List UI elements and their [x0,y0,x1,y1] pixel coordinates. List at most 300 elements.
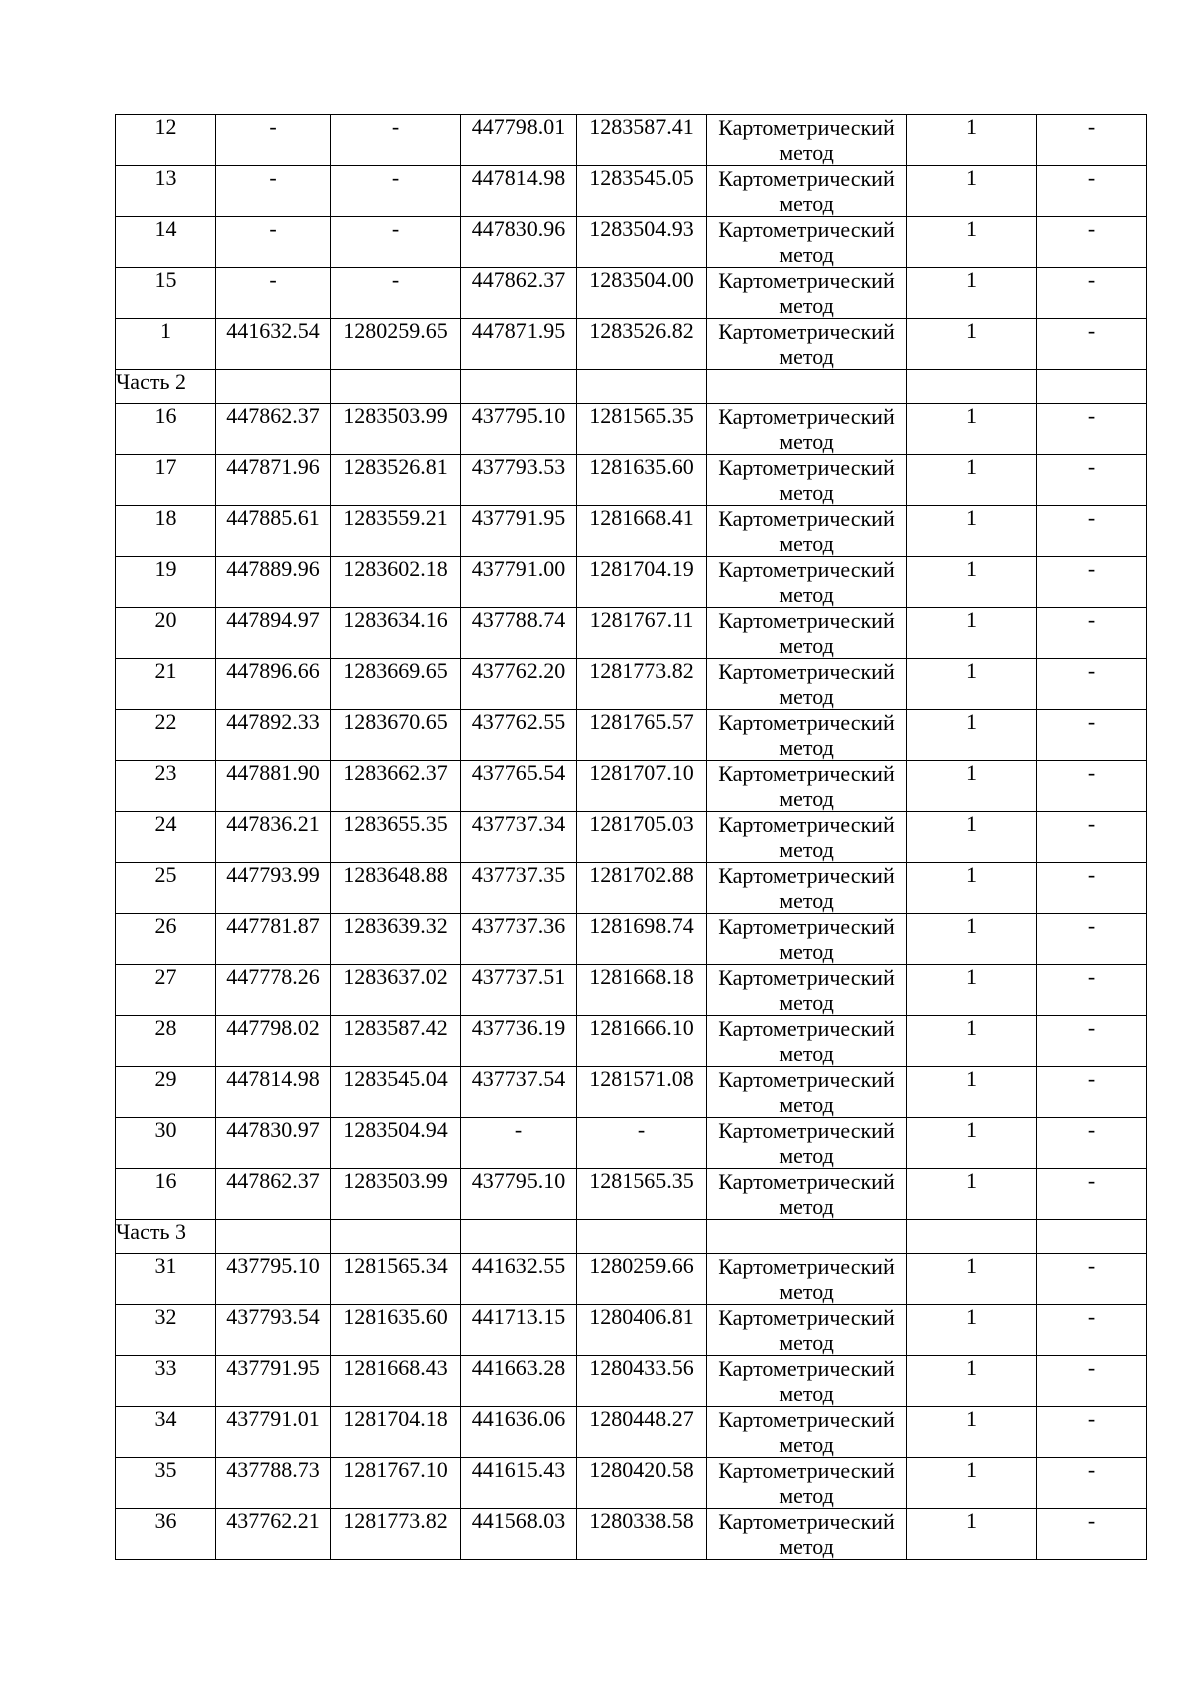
old-y-cell: 1283662.37 [331,761,461,812]
point-number-cell: 34 [116,1407,216,1458]
accuracy-cell: 1 [907,268,1037,319]
table-row [116,761,1147,812]
coordinates-table [115,114,1147,1560]
new-y-cell: 1281668.41 [577,506,707,557]
point-number-cell: 20 [116,608,216,659]
method-line-2: метод [779,1143,834,1168]
new-x-cell: 441636.06 [461,1407,577,1458]
new-x-cell: 437737.54 [461,1067,577,1118]
empty-cell [577,1220,707,1254]
table-row [116,319,1147,370]
point-number-cell: 32 [116,1305,216,1356]
accuracy-cell: 1 [907,965,1037,1016]
method-line-1: Картометрический [718,1254,895,1279]
note-cell: - [1037,608,1147,659]
old-x-cell: 437795.10 [216,1254,331,1305]
old-y-cell: 1281773.82 [331,1509,461,1560]
accuracy-cell: 1 [907,1067,1037,1118]
method-cell [707,1458,907,1509]
new-y-cell: 1280338.58 [577,1509,707,1560]
note-cell: - [1037,115,1147,166]
note-cell: - [1037,319,1147,370]
new-x-cell: 437762.20 [461,659,577,710]
accuracy-cell: 1 [907,1118,1037,1169]
new-y-cell: 1281565.35 [577,404,707,455]
old-x-cell: - [216,217,331,268]
new-x-cell: 447862.37 [461,268,577,319]
note-cell: - [1037,1305,1147,1356]
new-x-cell: - [461,1118,577,1169]
method-cell [707,710,907,761]
old-x-cell: 447892.33 [216,710,331,761]
new-x-cell: 437737.51 [461,965,577,1016]
old-y-cell: - [331,217,461,268]
table-row [116,1016,1147,1067]
method-line-1: Картометрический [718,1407,895,1432]
method-line-2: метод [779,888,834,913]
method-cell [707,608,907,659]
point-number-cell: 33 [116,1356,216,1407]
method-line-1: Картометрический [718,115,895,140]
new-x-cell: 441568.03 [461,1509,577,1560]
method-line-1: Картометрический [718,1067,895,1092]
old-y-cell: 1283526.81 [331,455,461,506]
accuracy-cell: 1 [907,166,1037,217]
old-x-cell: 437788.73 [216,1458,331,1509]
point-number-cell: 15 [116,268,216,319]
new-x-cell: 437765.54 [461,761,577,812]
accuracy-cell: 1 [907,710,1037,761]
new-x-cell: 447798.01 [461,115,577,166]
note-cell: - [1037,914,1147,965]
note-cell: - [1037,863,1147,914]
new-y-cell: 1280420.58 [577,1458,707,1509]
old-y-cell: 1281635.60 [331,1305,461,1356]
method-line-2: метод [779,191,834,216]
accuracy-cell: 1 [907,404,1037,455]
old-y-cell: 1283655.35 [331,812,461,863]
method-line-1: Картометрический [718,557,895,582]
note-cell: - [1037,557,1147,608]
new-y-cell: 1281765.57 [577,710,707,761]
new-y-cell: 1281702.88 [577,863,707,914]
method-line-1: Картометрический [718,812,895,837]
method-line-1: Картометрический [718,268,895,293]
note-cell: - [1037,1356,1147,1407]
note-cell: - [1037,1016,1147,1067]
old-x-cell: 447885.61 [216,506,331,557]
accuracy-cell: 1 [907,217,1037,268]
old-y-cell: 1283602.18 [331,557,461,608]
method-line-2: метод [779,684,834,709]
table-row [116,1407,1147,1458]
new-y-cell: 1280406.81 [577,1305,707,1356]
new-x-cell: 437791.00 [461,557,577,608]
method-line-1: Картометрический [718,863,895,888]
table-row [116,710,1147,761]
table-row [116,166,1147,217]
method-cell [707,1509,907,1560]
empty-cell [216,370,331,404]
table-row [116,1458,1147,1509]
accuracy-cell: 1 [907,1356,1037,1407]
method-line-1: Картометрический [718,659,895,684]
empty-cell [461,1220,577,1254]
old-y-cell: 1283504.94 [331,1118,461,1169]
method-cell [707,1016,907,1067]
table-row [116,455,1147,506]
table-row [116,1169,1147,1220]
table-row [116,115,1147,166]
method-line-1: Картометрический [718,166,895,191]
accuracy-cell: 1 [907,812,1037,863]
note-cell: - [1037,965,1147,1016]
table-row [116,1305,1147,1356]
method-line-2: метод [779,1534,834,1559]
method-line-2: метод [779,531,834,556]
empty-cell [577,370,707,404]
old-x-cell: - [216,115,331,166]
point-number-cell: 29 [116,1067,216,1118]
new-x-cell: 437793.53 [461,455,577,506]
method-line-2: метод [779,480,834,505]
point-number-cell: 27 [116,965,216,1016]
new-x-cell: 437791.95 [461,506,577,557]
old-x-cell: 447894.97 [216,608,331,659]
method-cell [707,1169,907,1220]
old-y-cell: 1281565.34 [331,1254,461,1305]
new-y-cell: 1281571.08 [577,1067,707,1118]
new-y-cell: 1283526.82 [577,319,707,370]
point-number-cell: 17 [116,455,216,506]
old-x-cell: 447862.37 [216,1169,331,1220]
section-label: Часть 3 [116,1220,216,1254]
accuracy-cell: 1 [907,761,1037,812]
empty-cell [707,1220,907,1254]
method-line-2: метод [779,786,834,811]
old-y-cell: 1283503.99 [331,404,461,455]
note-cell: - [1037,659,1147,710]
note-cell: - [1037,455,1147,506]
empty-cell [907,370,1037,404]
new-x-cell: 447830.96 [461,217,577,268]
old-y-cell: 1283639.32 [331,914,461,965]
note-cell: - [1037,1509,1147,1560]
method-cell [707,1356,907,1407]
table-row [116,1509,1147,1560]
note-cell: - [1037,506,1147,557]
accuracy-cell: 1 [907,319,1037,370]
old-x-cell: 437791.95 [216,1356,331,1407]
method-line-2: метод [779,344,834,369]
new-y-cell: 1283545.05 [577,166,707,217]
empty-cell [707,370,907,404]
new-y-cell: 1281565.35 [577,1169,707,1220]
old-y-cell: 1281704.18 [331,1407,461,1458]
accuracy-cell: 1 [907,659,1037,710]
method-line-2: метод [779,582,834,607]
old-x-cell: 437791.01 [216,1407,331,1458]
old-y-cell: 1283637.02 [331,965,461,1016]
method-cell [707,761,907,812]
method-line-1: Картометрический [718,761,895,786]
point-number-cell: 14 [116,217,216,268]
table-row [116,1118,1147,1169]
method-line-1: Картометрический [718,1458,895,1483]
method-line-1: Картометрический [718,1509,895,1534]
method-cell [707,217,907,268]
note-cell: - [1037,1254,1147,1305]
old-y-cell: 1283559.21 [331,506,461,557]
old-y-cell: 1283670.65 [331,710,461,761]
accuracy-cell: 1 [907,506,1037,557]
old-x-cell: 447830.97 [216,1118,331,1169]
new-y-cell: 1281705.03 [577,812,707,863]
old-y-cell: 1283545.04 [331,1067,461,1118]
point-number-cell: 21 [116,659,216,710]
method-line-1: Картометрический [718,217,895,242]
method-cell [707,404,907,455]
note-cell: - [1037,1407,1147,1458]
note-cell: - [1037,710,1147,761]
table-row [116,404,1147,455]
method-line-2: метод [779,633,834,658]
point-number-cell: 16 [116,404,216,455]
point-number-cell: 1 [116,319,216,370]
point-number-cell: 25 [116,863,216,914]
note-cell: - [1037,1118,1147,1169]
method-cell [707,863,907,914]
method-line-1: Картометрический [718,965,895,990]
point-number-cell: 26 [116,914,216,965]
new-y-cell: 1283504.93 [577,217,707,268]
method-line-2: метод [779,140,834,165]
section-label: Часть 2 [116,370,216,404]
new-y-cell: 1281707.10 [577,761,707,812]
method-line-1: Картометрический [718,404,895,429]
method-cell [707,115,907,166]
point-number-cell: 36 [116,1509,216,1560]
old-x-cell: 447881.90 [216,761,331,812]
old-x-cell: 447798.02 [216,1016,331,1067]
method-line-2: метод [779,429,834,454]
method-cell [707,1305,907,1356]
method-line-1: Картометрический [718,506,895,531]
point-number-cell: 30 [116,1118,216,1169]
old-x-cell: 447793.99 [216,863,331,914]
new-y-cell: 1280433.56 [577,1356,707,1407]
table-row [116,268,1147,319]
old-y-cell: 1283587.42 [331,1016,461,1067]
method-line-1: Картометрический [718,1169,895,1194]
method-cell [707,1254,907,1305]
point-number-cell: 23 [116,761,216,812]
note-cell: - [1037,268,1147,319]
new-y-cell: 1281767.11 [577,608,707,659]
new-x-cell: 437737.34 [461,812,577,863]
section-header-row [116,370,1147,404]
method-cell [707,557,907,608]
point-number-cell: 12 [116,115,216,166]
old-x-cell: 447836.21 [216,812,331,863]
old-y-cell: 1283634.16 [331,608,461,659]
accuracy-cell: 1 [907,1016,1037,1067]
method-line-1: Картометрический [718,1016,895,1041]
method-line-1: Картометрический [718,455,895,480]
method-line-2: метод [779,1483,834,1508]
new-y-cell: - [577,1118,707,1169]
section-header-row [116,1220,1147,1254]
new-x-cell: 437737.36 [461,914,577,965]
empty-cell [461,370,577,404]
empty-cell [907,1220,1037,1254]
note-cell: - [1037,404,1147,455]
table-row [116,863,1147,914]
new-y-cell: 1280259.66 [577,1254,707,1305]
method-line-1: Картометрический [718,608,895,633]
new-x-cell: 437736.19 [461,1016,577,1067]
method-cell [707,319,907,370]
new-y-cell: 1281635.60 [577,455,707,506]
new-x-cell: 441713.15 [461,1305,577,1356]
new-x-cell: 437795.10 [461,404,577,455]
new-y-cell: 1281704.19 [577,557,707,608]
accuracy-cell: 1 [907,914,1037,965]
new-x-cell: 447871.95 [461,319,577,370]
new-y-cell: 1280448.27 [577,1407,707,1458]
method-line-1: Картометрический [718,1305,895,1330]
table-row [116,914,1147,965]
old-x-cell: 447871.96 [216,455,331,506]
method-line-2: метод [779,990,834,1015]
method-line-2: метод [779,939,834,964]
old-x-cell: 447896.66 [216,659,331,710]
new-x-cell: 437737.35 [461,863,577,914]
accuracy-cell: 1 [907,1407,1037,1458]
new-y-cell: 1281666.10 [577,1016,707,1067]
method-cell [707,914,907,965]
accuracy-cell: 1 [907,608,1037,659]
new-y-cell: 1281698.74 [577,914,707,965]
method-line-1: Картометрический [718,710,895,735]
method-line-1: Картометрический [718,319,895,344]
table-row [116,1356,1147,1407]
old-y-cell: 1283503.99 [331,1169,461,1220]
method-line-2: метод [779,837,834,862]
coordinates-table-body [116,115,1147,1560]
method-cell [707,1118,907,1169]
table-row [116,608,1147,659]
method-line-2: метод [779,1381,834,1406]
old-x-cell: 447778.26 [216,965,331,1016]
table-row [116,812,1147,863]
table-row [116,965,1147,1016]
table-row [116,557,1147,608]
accuracy-cell: 1 [907,1509,1037,1560]
old-x-cell: 447862.37 [216,404,331,455]
method-line-2: метод [779,735,834,760]
table-row [116,217,1147,268]
accuracy-cell: 1 [907,1254,1037,1305]
method-line-1: Картометрический [718,1356,895,1381]
empty-cell [1037,1220,1147,1254]
old-y-cell: 1283648.88 [331,863,461,914]
new-x-cell: 441615.43 [461,1458,577,1509]
new-x-cell: 447814.98 [461,166,577,217]
accuracy-cell: 1 [907,557,1037,608]
method-cell [707,1407,907,1458]
method-cell [707,812,907,863]
method-line-2: метод [779,1092,834,1117]
method-line-2: метод [779,1330,834,1355]
old-y-cell: 1283669.65 [331,659,461,710]
old-x-cell: 447814.98 [216,1067,331,1118]
note-cell: - [1037,166,1147,217]
accuracy-cell: 1 [907,863,1037,914]
point-number-cell: 16 [116,1169,216,1220]
new-x-cell: 437788.74 [461,608,577,659]
old-y-cell: 1281668.43 [331,1356,461,1407]
new-y-cell: 1281668.18 [577,965,707,1016]
method-cell [707,1067,907,1118]
point-number-cell: 13 [116,166,216,217]
method-cell [707,268,907,319]
old-x-cell: 437762.21 [216,1509,331,1560]
old-y-cell: 1281767.10 [331,1458,461,1509]
method-line-1: Картометрический [718,914,895,939]
accuracy-cell: 1 [907,1169,1037,1220]
method-line-2: метод [779,1194,834,1219]
new-x-cell: 441663.28 [461,1356,577,1407]
accuracy-cell: 1 [907,1305,1037,1356]
method-cell [707,455,907,506]
method-line-2: метод [779,242,834,267]
new-x-cell: 437762.55 [461,710,577,761]
method-line-2: метод [779,1041,834,1066]
new-x-cell: 441632.55 [461,1254,577,1305]
new-y-cell: 1283587.41 [577,115,707,166]
table-row [116,506,1147,557]
empty-cell [331,370,461,404]
old-x-cell: 437793.54 [216,1305,331,1356]
note-cell: - [1037,761,1147,812]
method-cell [707,965,907,1016]
point-number-cell: 35 [116,1458,216,1509]
note-cell: - [1037,812,1147,863]
method-cell [707,659,907,710]
table-row [116,1067,1147,1118]
old-y-cell: 1280259.65 [331,319,461,370]
point-number-cell: 22 [116,710,216,761]
accuracy-cell: 1 [907,115,1037,166]
method-cell [707,166,907,217]
empty-cell [1037,370,1147,404]
accuracy-cell: 1 [907,1458,1037,1509]
method-cell [707,506,907,557]
old-x-cell: 441632.54 [216,319,331,370]
accuracy-cell: 1 [907,455,1037,506]
note-cell: - [1037,1458,1147,1509]
old-x-cell: 447889.96 [216,557,331,608]
point-number-cell: 18 [116,506,216,557]
note-cell: - [1037,1169,1147,1220]
new-y-cell: 1281773.82 [577,659,707,710]
empty-cell [216,1220,331,1254]
point-number-cell: 28 [116,1016,216,1067]
point-number-cell: 24 [116,812,216,863]
method-line-2: метод [779,293,834,318]
new-y-cell: 1283504.00 [577,268,707,319]
